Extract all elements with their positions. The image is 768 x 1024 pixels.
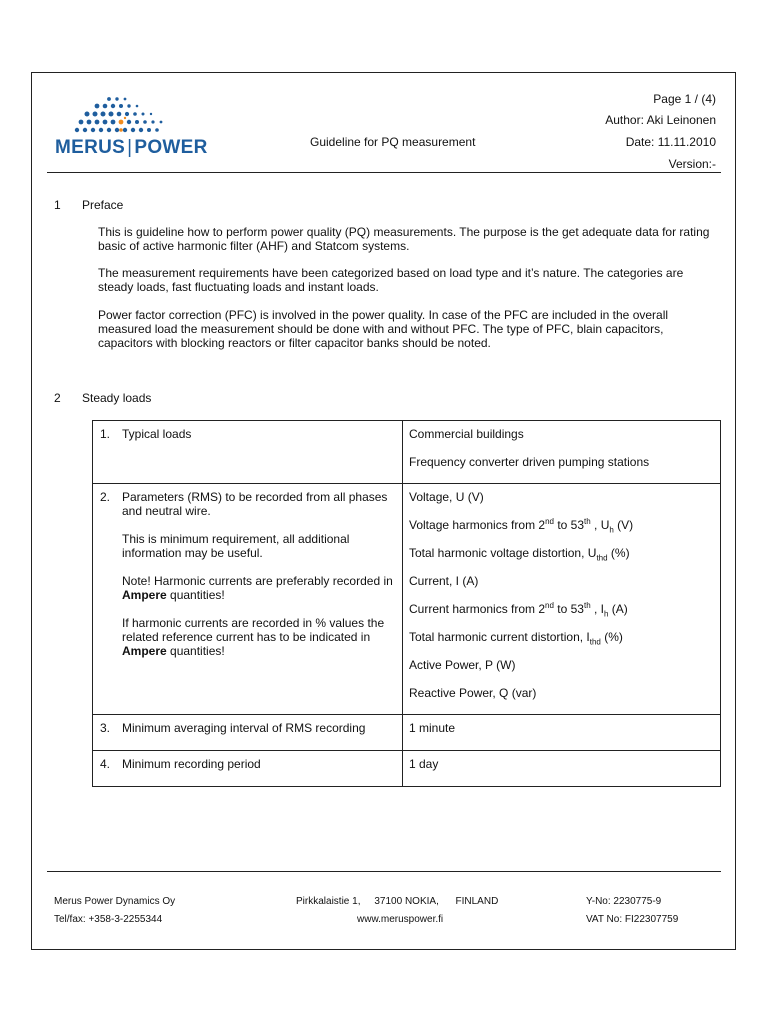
table-cell (403, 421, 721, 484)
parameter-item: Reactive Power, Q (var) (409, 686, 537, 700)
table-cell (93, 421, 403, 484)
table-cell (403, 715, 721, 751)
logo-text-power: POWER (134, 137, 208, 158)
table-cell (93, 715, 403, 751)
logo-text-merus: MERUS (55, 137, 126, 158)
parameter-item: Current, I (A) (409, 574, 479, 588)
row-number: 4. (100, 757, 111, 771)
preface-paragraph: The measurement requirements have been categorized based on load type and it’s nature. The categories are steady loads, fast fluctuating loads and instant loads. (98, 266, 684, 294)
version: Version:- (668, 157, 716, 171)
typical-load-item: Commercial buildings (409, 427, 524, 441)
preface-paragraph: This is guideline how to perform power quality (PQ) measurements. The purpose is the get adequate data for rating basic of active harmonic filter (AHF) and Statcom systems. (98, 225, 710, 253)
table-cell (403, 484, 721, 715)
parameter-item: Voltage, U (V) (409, 490, 484, 504)
page-number: Page 1 / (4) (653, 92, 716, 106)
parameter-item: Current harmonics from 2nd to 53th , $I_h$ (A) (409, 601, 628, 619)
steady-loads-table (92, 420, 721, 787)
parameter-item: Active Power, P (W) (409, 658, 516, 672)
table-row (93, 421, 721, 484)
row-value: 1 day (409, 757, 439, 771)
section-number: 2 (54, 391, 61, 405)
company-logo (55, 92, 208, 162)
footer-company: Merus Power Dynamics Oy (54, 896, 176, 907)
parameter-item: Total harmonic current distortion, $I_{thd}$ (%) (409, 630, 623, 647)
date: Date: 11.11.2010 (625, 135, 716, 149)
table-row (93, 751, 721, 787)
section-title-steady-loads: Steady loads (82, 391, 152, 405)
percent-values-note (122, 616, 402, 658)
parameters-description: Parameters (RMS) to be recorded from all phases and neutral wire. (122, 490, 388, 518)
ampere-note-text: quantities! (166, 588, 225, 602)
ampere-note (122, 574, 402, 602)
logo-dot-arc-icon (55, 92, 205, 137)
logo-divider: | (127, 137, 133, 158)
row-value: 1 minute (409, 721, 456, 735)
table-cell (403, 751, 721, 787)
footer-vat-number: VAT No: FI22307759 (586, 914, 679, 925)
row-label: Minimum recording period (122, 757, 261, 771)
percent-note-text: If harmonic currents are recorded in % values the related reference current has to be indicated in (122, 616, 385, 644)
ampere-emphasis: Ampere (122, 588, 167, 602)
minimum-requirement-note: This is minimum requirement, all additional information may be useful. (122, 532, 350, 560)
row-number: 3. (100, 721, 111, 735)
row-label: Minimum averaging interval of RMS recording (122, 721, 366, 735)
table-row (93, 484, 721, 715)
row-number: 2. (100, 490, 111, 504)
table-cell (93, 484, 403, 715)
ampere-emphasis: Ampere (122, 644, 167, 658)
percent-note-text: quantities! (166, 644, 225, 658)
table-row (93, 715, 721, 751)
typical-load-item: Frequency converter driven pumping stations (409, 455, 650, 469)
footer-website[interactable]: www.meruspower.fi (357, 914, 444, 925)
section-title-preface: Preface (82, 198, 124, 212)
row-label: Typical loads (122, 427, 192, 441)
parameter-item: Voltage harmonics from 2nd to 53th , $U_h$ (V) (409, 517, 634, 535)
preface-paragraph: Power factor correction (PFC) is involved in the power quality. In case of the PFC are included in the overall measured load the measurement should be done with and without PFC. The type of PFC, blain capacitors, capacitors with blocking reactors or filter capacitor banks should be noted. (98, 308, 669, 350)
section-number: 1 (54, 198, 61, 212)
table-cell (93, 751, 403, 787)
footer-divider (47, 871, 721, 872)
header-divider (47, 172, 721, 173)
logo-wordmark (55, 137, 208, 159)
footer-telfax: Tel/fax: +358-3-2255344 (54, 914, 163, 925)
footer-address: Pirkkalaistie 1, 37100 NOKIA, FINLAND (296, 896, 499, 907)
footer-business-id: Y-No: 2230775-9 (586, 896, 662, 907)
ampere-note-text: Note! Harmonic currents are preferably recorded in (122, 574, 393, 588)
document-title: Guideline for PQ measurement (310, 135, 476, 149)
row-number: 1. (100, 427, 111, 441)
author: Author: Aki Leinonen (605, 113, 716, 127)
parameter-item: Total harmonic voltage distortion, $U_{thd}$ (%) (409, 546, 630, 563)
